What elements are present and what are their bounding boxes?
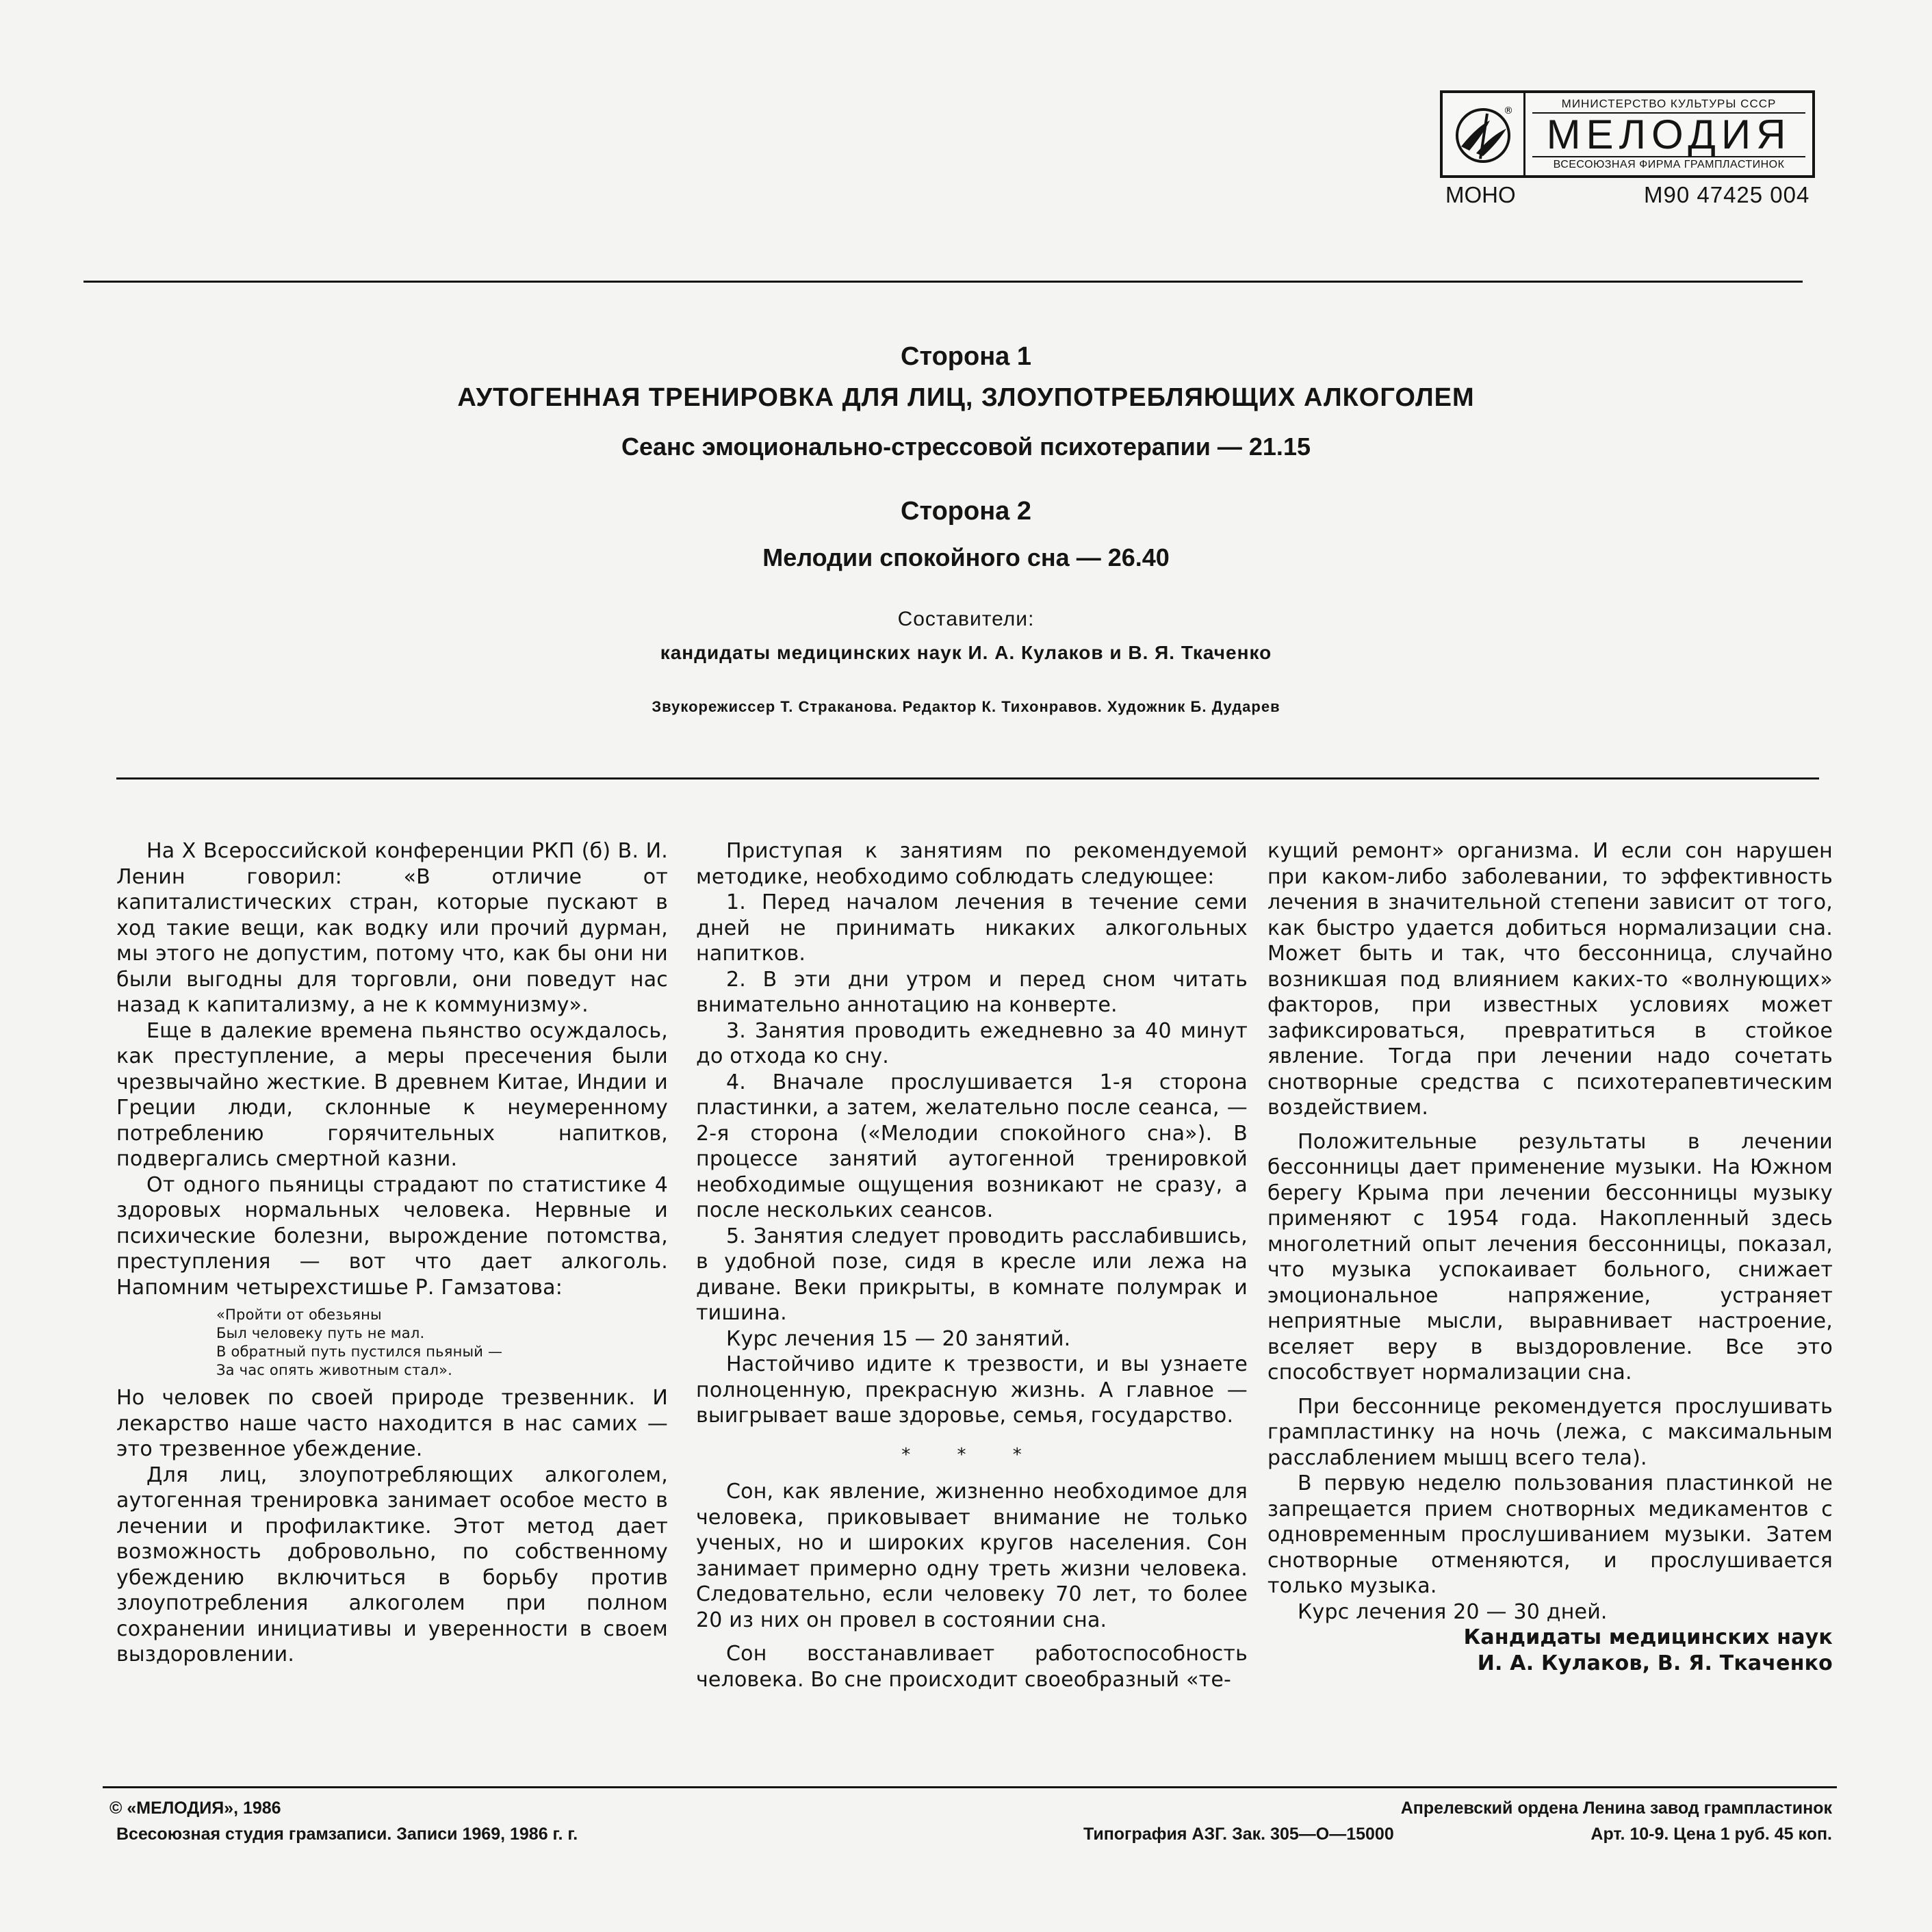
- list-item: 2. В эти дни утром и перед сном читать внимательно аннотацию на конверте.: [696, 967, 1248, 1017]
- poem-line: «Пройти от обезьяны: [216, 1306, 382, 1323]
- top-divider: [83, 281, 1803, 283]
- melodiya-emblem-icon: [1443, 93, 1525, 175]
- side-1-title: АУТОГЕННАЯ ТРЕНИРОВКА ДЛЯ ЛИЦ, ЗЛОУПОТРЕБЛЯЮЩИХ АЛКОГОЛЕМ: [457, 383, 1475, 412]
- paragraph: кущий ремонт» организма. И если сон нарушен при каком-либо заболевании, то эффективность лечения в значительной степени зависит от того, как быстро удается добиться нормализации сна. Может быть и так, что бессонница, случайно возникшая под влиянием каких-то «волнующих» факторов, при известных условиях может зафиксироваться, превратиться в стойкое явление. Тогда при лечении надо сочетать снотворные средства с психотерапевтическим воздействием.: [1267, 839, 1833, 1120]
- paragraph: В первую неделю пользования пластинкой не запрещается прием снотворных медикаментов с одновременным прослушиванием музыки. Затем снотворные отменяются, и прослушивается только музыка.: [1267, 1471, 1833, 1598]
- list-item: 5. Занятия следует проводить расслабившись, в удобной позе, сидя в кресле или лежа на диване. Веки прикрыты, в комнате полумрак и тишина.: [696, 1224, 1248, 1325]
- compilers-names: кандидаты медицинских наук И. А. Кулаков и В. Я. Ткаченко: [660, 642, 1272, 663]
- poem-line: За час опять животным стал».: [216, 1362, 453, 1378]
- paragraph: Сон, как явление, жизненно необходимое для человека, приковывает внимание не только ученых, но и широких кругов населения. Сон занимает примерно одну треть жизни человека. Следовательно, если человеку 70 лет, то более 20 из них он провел в состоянии сна.: [696, 1480, 1248, 1632]
- paragraph: Для лиц, злоупотребляющих алкоголем, аутогенная тренировка занимает особое место в лечении и профилактике. Этот метод дает возможность добровольно, по собственному убеждению включиться в борьбу против злоупотребления алкоголем при полном сохранении инициативы и уверенности в своем выздоровлении.: [116, 1463, 668, 1666]
- poem-line: В обратный путь пустился пьяный —: [216, 1343, 503, 1360]
- list-item: 3. Занятия проводить ежедневно за 40 минут до отхода ко сну.: [696, 1018, 1248, 1068]
- signature-names: И. А. Кулаков, В. Я. Ткаченко: [1477, 1651, 1833, 1675]
- paragraph: От одного пьяницы страдают по статистике 4 здоровых нормальных человека. Нервные и психические болезни, вырождение потомства, преступления — вот что дает алкоголь. Напомним четырехстишье Р. Гамзатова:: [116, 1172, 668, 1300]
- paragraph: Настойчиво идите к трезвости, и вы узнаете полноценную, прекрасную жизнь. А главное — выигрывает ваше здоровье, семья, государство.: [696, 1352, 1248, 1428]
- side-2-track: Мелодии спокойного сна — 26.40: [762, 543, 1170, 571]
- factory-info: Апрелевский ордена Ленина завод грампластинок: [1400, 1799, 1832, 1818]
- logo-firm: ВСЕСОЮЗНАЯ ФИРМА ГРАМПЛАСТИНОК: [1532, 156, 1805, 171]
- paragraph: На X Всероссийской конференции РКП (б) В. И. Ленин говорил: «В отличие от капиталистических стран, которые пускают в ход такие вещи, как водку или прочий дурман, мы этого не допустим, потому что, как бы они ни были выгодны для торговли, они поведут нас назад к капитализму, а не к коммунизму».: [116, 839, 668, 1017]
- text-column-1: [116, 838, 668, 1668]
- logo-ministry: МИНИСТЕРСТВО КУЛЬТУРЫ СССР: [1532, 97, 1805, 114]
- list-item: 4. Вначале прослушивается 1-я сторона пластинки, а затем, желательно после сеанса, — 2-я сторона («Мелодии спокойного сна»). В процессе занятий аутогенной тренировкой необходимые ощущения возникают не сразу, а после нескольких сеансов.: [696, 1070, 1248, 1222]
- compilers-label: Составители:: [897, 608, 1035, 630]
- side-1-track: Сеанс эмоционально-стрессовой психотерапии — 21.15: [621, 433, 1311, 461]
- text-column-2: [696, 838, 1248, 1692]
- paragraph: Курс лечения 20 — 30 дней.: [1298, 1599, 1608, 1624]
- studio-info: Всесоюзная студия грамзаписи. Записи 1969, 1986 г. г.: [116, 1825, 578, 1844]
- paragraph: Положительные результаты в лечении бессонницы дает применение музыки. На Южном берегу Крыма при лечении бессонницы музыку применяют с 1954 года. Накопленный здесь многолетний опыт лечения бессонницы, показал, что музыка успокаивает больного, снижает эмоциональное напряжение, устраняет неприятные мысли, выравнивает настроение, вселяет веру в выздоровление. Все это способствует нормализации сна.: [1267, 1129, 1833, 1384]
- side-2-heading: Сторона 2: [901, 497, 1031, 526]
- copyright: © «МЕЛОДИЯ», 1986: [110, 1799, 281, 1818]
- list-item: 1. Перед началом лечения в течение семи дней не принимать никаких алкогольных напитков.: [696, 890, 1248, 966]
- paragraph: Но человек по своей природе трезвенник. И лекарство наше часто находится в нас самих — это трезвенное убеждение.: [116, 1386, 668, 1461]
- registered-mark: ®: [1504, 105, 1513, 116]
- middle-divider: [116, 777, 1819, 780]
- signature-title: Кандидаты медицинских наук: [1463, 1625, 1833, 1649]
- text-column-3: [1267, 838, 1833, 1676]
- catalog-number: М90 47425 004: [1644, 182, 1810, 207]
- paragraph: Приступая к занятиям по рекомендуемой методике, необходимо соблюдать следующее:: [696, 839, 1248, 889]
- paragraph: При бессоннице рекомендуется прослушивать грампластинку на ночь (лежа, с максимальным расслаблением мышц всего тела).: [1267, 1394, 1833, 1470]
- logo-name: МЕЛОДИЯ: [1546, 112, 1792, 157]
- paragraph: Еще в далекие времена пьянство осуждалось, как преступление, а меры пресечения были чрезвычайно жесткие. В древнем Китае, Индии и Греции люди, склонные к неумеренному потреблению горячительных напитков, подвергались смертной казни.: [116, 1018, 668, 1171]
- bottom-divider: [103, 1786, 1837, 1788]
- mono-label: МОНО: [1445, 182, 1516, 207]
- poem: [216, 1306, 668, 1380]
- paragraph: Курс лечения 15 — 20 занятий.: [726, 1326, 1071, 1351]
- production-credits: Звукорежиссер Т. Страканова. Редактор К. Тихонравов. Художник Б. Дударев: [652, 698, 1280, 715]
- paragraph: Сон восстанавливает работоспособность человека. Во сне происходит своеобразный «те-: [696, 1642, 1248, 1692]
- melodiya-logo: [1440, 90, 1815, 178]
- side-1-heading: Сторона 1: [901, 342, 1031, 371]
- poem-line: Был человеку путь не мал.: [216, 1325, 425, 1341]
- print-info: Типография АЗГ. Зак. 305—О—15000: [1083, 1825, 1394, 1844]
- section-separator: * * *: [901, 1444, 1042, 1465]
- price-info: Арт. 10-9. Цена 1 руб. 45 коп.: [1590, 1825, 1832, 1844]
